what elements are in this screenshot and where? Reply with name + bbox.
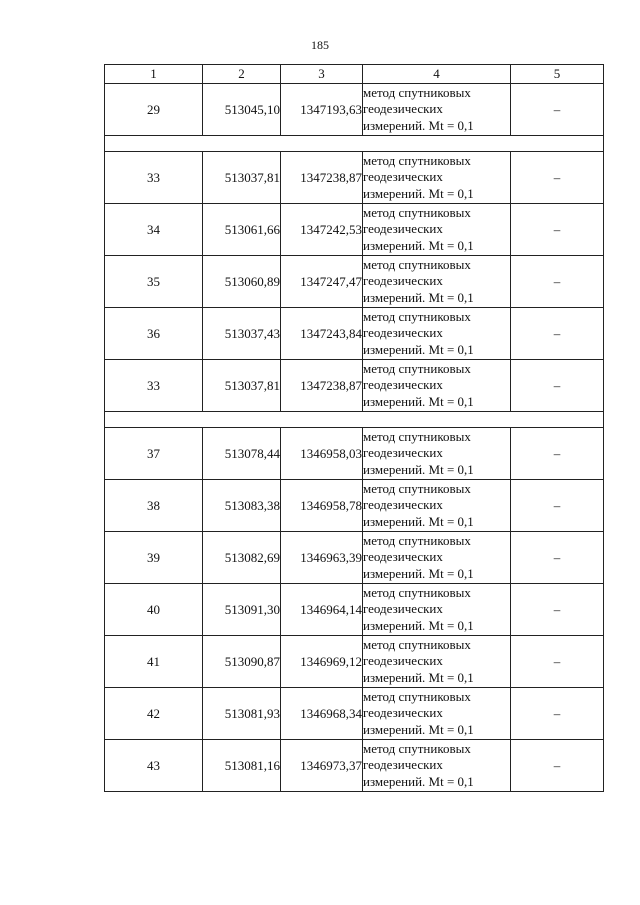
column-header: 2 <box>203 65 281 84</box>
method-line: измерений. Mt = 0,1 <box>363 617 474 633</box>
method-line: геодезических <box>363 601 443 617</box>
point-number-cell: 34 <box>105 204 203 256</box>
point-number-cell: 33 <box>105 360 203 412</box>
point-number-cell: 38 <box>105 480 203 532</box>
column-header: 5 <box>511 65 604 84</box>
x-coordinate-cell: 513037,81 <box>203 152 281 204</box>
point-number-cell: 36 <box>105 308 203 360</box>
x-coordinate-cell: 513078,44 <box>203 428 281 480</box>
method-line: метод спутниковых <box>363 152 471 168</box>
method-line: измерений. Mt = 0,1 <box>363 393 474 409</box>
group-separator-row <box>105 136 604 152</box>
method-line: измерений. Mt = 0,1 <box>363 565 474 581</box>
table-row <box>105 636 604 688</box>
method-line: геодезических <box>363 221 443 237</box>
point-number-cell: 37 <box>105 428 203 480</box>
method-cell <box>363 308 511 360</box>
x-coordinate-cell: 513083,38 <box>203 480 281 532</box>
table-body <box>105 84 604 792</box>
method-line: метод спутниковых <box>363 84 471 100</box>
method-line: измерений. Mt = 0,1 <box>363 669 474 685</box>
method-cell <box>363 636 511 688</box>
method-line: измерений. Mt = 0,1 <box>363 237 474 253</box>
y-coordinate-cell: 1346968,34 <box>281 688 363 740</box>
method-line: метод спутниковых <box>363 256 471 272</box>
point-number-cell: 39 <box>105 532 203 584</box>
point-number-cell: 40 <box>105 584 203 636</box>
method-line: измерений. Mt = 0,1 <box>363 117 474 133</box>
note-cell: – <box>511 152 604 204</box>
table-row <box>105 152 604 204</box>
point-number-cell: 33 <box>105 152 203 204</box>
method-line: измерений. Mt = 0,1 <box>363 773 474 789</box>
y-coordinate-cell: 1346973,37 <box>281 740 363 792</box>
group-separator-row <box>105 412 604 428</box>
method-line: метод спутниковых <box>363 204 471 220</box>
coordinates-table <box>104 64 604 792</box>
note-cell: – <box>511 636 604 688</box>
y-coordinate-cell: 1347238,87 <box>281 152 363 204</box>
note-cell: – <box>511 84 604 136</box>
x-coordinate-cell: 513045,10 <box>203 84 281 136</box>
page-number: 185 <box>311 38 329 52</box>
note-cell: – <box>511 204 604 256</box>
x-coordinate-cell: 513090,87 <box>203 636 281 688</box>
y-coordinate-cell: 1346963,39 <box>281 532 363 584</box>
y-coordinate-cell: 1347238,87 <box>281 360 363 412</box>
point-number-cell: 43 <box>105 740 203 792</box>
method-line: измерений. Mt = 0,1 <box>363 185 474 201</box>
table-row <box>105 584 604 636</box>
group-separator-cell <box>105 136 604 152</box>
x-coordinate-cell: 513091,30 <box>203 584 281 636</box>
method-line: метод спутниковых <box>363 360 471 376</box>
y-coordinate-cell: 1347193,63 <box>281 84 363 136</box>
method-line: геодезических <box>363 273 443 289</box>
note-cell: – <box>511 740 604 792</box>
y-coordinate-cell: 1346969,12 <box>281 636 363 688</box>
x-coordinate-cell: 513060,89 <box>203 256 281 308</box>
method-cell <box>363 480 511 532</box>
method-line: метод спутниковых <box>363 636 471 652</box>
table-row <box>105 360 604 412</box>
point-number-cell: 29 <box>105 84 203 136</box>
table-row <box>105 480 604 532</box>
y-coordinate-cell: 1346964,14 <box>281 584 363 636</box>
method-cell <box>363 84 511 136</box>
x-coordinate-cell: 513061,66 <box>203 204 281 256</box>
y-coordinate-cell: 1346958,03 <box>281 428 363 480</box>
note-cell: – <box>511 308 604 360</box>
table-row <box>105 532 604 584</box>
y-coordinate-cell: 1347247,47 <box>281 256 363 308</box>
method-line: геодезических <box>363 497 443 513</box>
table-row <box>105 84 604 136</box>
method-line: метод спутниковых <box>363 428 471 444</box>
method-line: геодезических <box>363 705 443 721</box>
note-cell: – <box>511 532 604 584</box>
table-row <box>105 740 604 792</box>
table-row <box>105 256 604 308</box>
y-coordinate-cell: 1347243,84 <box>281 308 363 360</box>
method-line: измерений. Mt = 0,1 <box>363 721 474 737</box>
method-line: геодезических <box>363 757 443 773</box>
y-coordinate-cell: 1347242,53 <box>281 204 363 256</box>
point-number-cell: 41 <box>105 636 203 688</box>
method-cell <box>363 584 511 636</box>
x-coordinate-cell: 513081,93 <box>203 688 281 740</box>
note-cell: – <box>511 584 604 636</box>
note-cell: – <box>511 480 604 532</box>
method-cell <box>363 256 511 308</box>
method-line: измерений. Mt = 0,1 <box>363 513 474 529</box>
method-cell <box>363 532 511 584</box>
column-header: 4 <box>363 65 511 84</box>
method-cell <box>363 152 511 204</box>
table-row <box>105 428 604 480</box>
method-line: измерений. Mt = 0,1 <box>363 289 474 305</box>
note-cell: – <box>511 428 604 480</box>
point-number-cell: 35 <box>105 256 203 308</box>
method-cell <box>363 204 511 256</box>
table-row <box>105 308 604 360</box>
method-line: геодезических <box>363 549 443 565</box>
method-line: метод спутниковых <box>363 308 471 324</box>
method-cell <box>363 688 511 740</box>
method-line: измерений. Mt = 0,1 <box>363 461 474 477</box>
method-line: геодезических <box>363 445 443 461</box>
method-line: геодезических <box>363 653 443 669</box>
group-separator-cell <box>105 412 604 428</box>
note-cell: – <box>511 256 604 308</box>
note-cell: – <box>511 360 604 412</box>
y-coordinate-cell: 1346958,78 <box>281 480 363 532</box>
table-row <box>105 204 604 256</box>
method-line: геодезических <box>363 377 443 393</box>
note-cell: – <box>511 688 604 740</box>
x-coordinate-cell: 513037,81 <box>203 360 281 412</box>
method-cell <box>363 428 511 480</box>
table-row <box>105 688 604 740</box>
method-line: измерений. Mt = 0,1 <box>363 341 474 357</box>
method-line: геодезических <box>363 325 443 341</box>
method-cell <box>363 360 511 412</box>
method-line: геодезических <box>363 101 443 117</box>
point-number-cell: 42 <box>105 688 203 740</box>
method-line: геодезических <box>363 169 443 185</box>
method-line: метод спутниковых <box>363 480 471 496</box>
method-line: метод спутниковых <box>363 688 471 704</box>
method-line: метод спутниковых <box>363 584 471 600</box>
column-header: 1 <box>105 65 203 84</box>
method-line: метод спутниковых <box>363 532 471 548</box>
table-header-row <box>105 65 604 84</box>
x-coordinate-cell: 513082,69 <box>203 532 281 584</box>
method-line: метод спутниковых <box>363 740 471 756</box>
x-coordinate-cell: 513081,16 <box>203 740 281 792</box>
method-cell <box>363 740 511 792</box>
x-coordinate-cell: 513037,43 <box>203 308 281 360</box>
column-header: 3 <box>281 65 363 84</box>
